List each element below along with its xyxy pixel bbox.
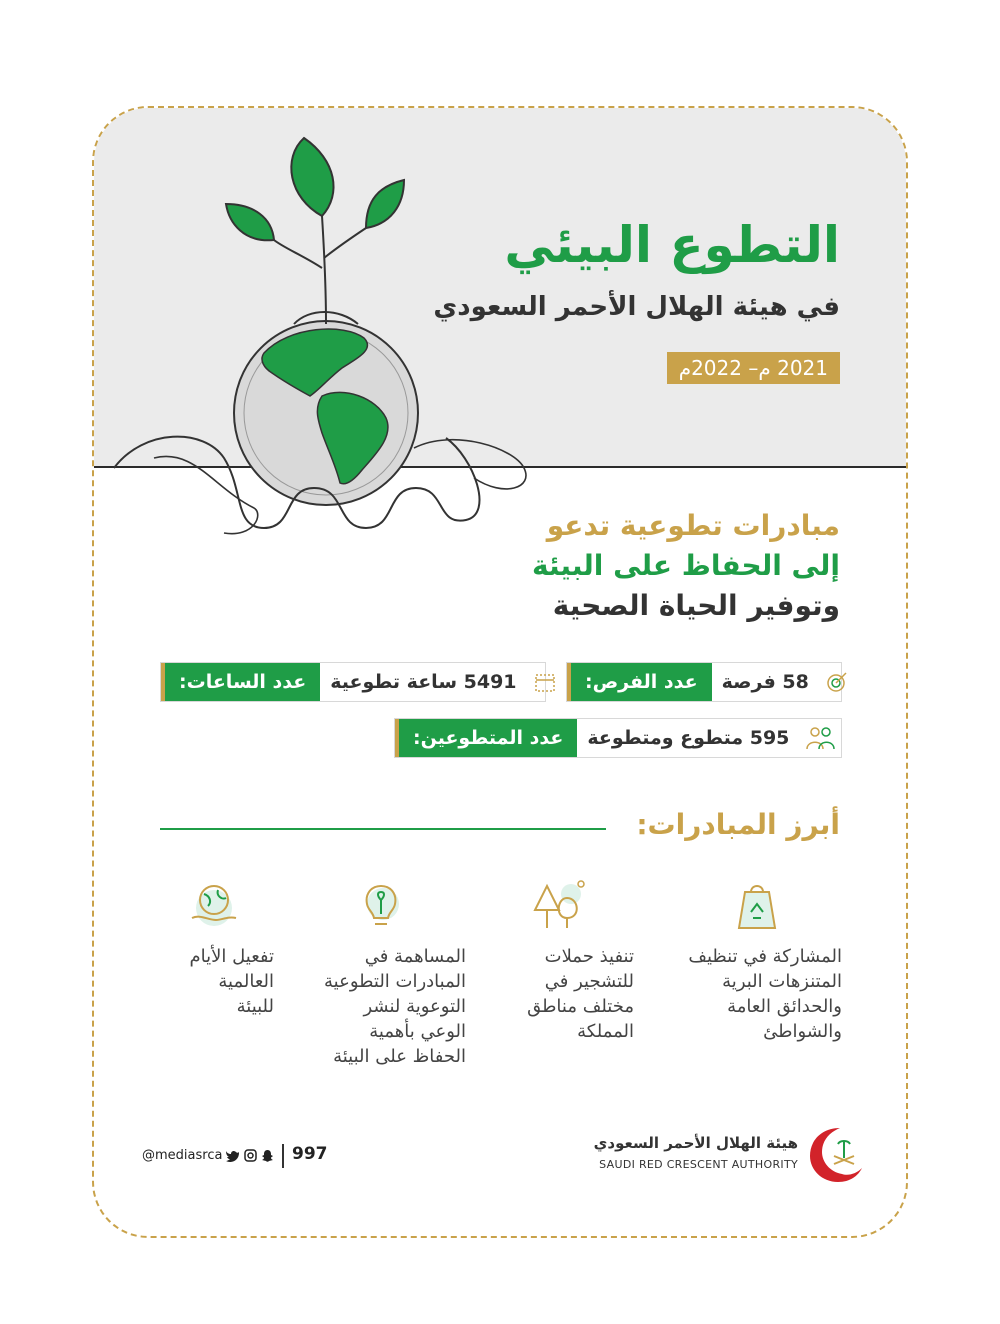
- stat-volunteers-value: 595 متطوع ومتطوعة: [587, 727, 790, 749]
- initiative-text: تنفيذ حملات للتشجير في مختلف مناطق المملكة: [527, 946, 634, 1042]
- org-name-arabic: هيئة الهلال الأحمر السعودي: [593, 1134, 798, 1152]
- hotline-number: 997: [292, 1144, 328, 1164]
- stat-volunteers-label: عدد المتطوعين:: [395, 719, 577, 757]
- instagram-icon[interactable]: [244, 1149, 257, 1162]
- recycle-bag-icon: [729, 878, 785, 934]
- stat-hours-value: 5491 ساعة تطوعية: [330, 671, 517, 693]
- page-title: التطوع البيئي: [504, 216, 840, 274]
- target-icon: [819, 663, 855, 701]
- plant-globe-hands-illustration: [114, 128, 554, 548]
- initiative-text: تفعيل الأيام العالمية للبيئة: [189, 946, 274, 1017]
- initiative-item: [484, 878, 634, 1044]
- initiative-item: [154, 878, 274, 1019]
- people-icon: [799, 719, 841, 757]
- initiative-text: المساهمة في المبادرات التطوعية التوعوية لنشر الوعي بأهمية الحفاظ على البيئة: [324, 946, 466, 1067]
- infographic-frame: [92, 106, 908, 1238]
- tagline-line-3: وتوفير الحياة الصحية: [552, 589, 840, 622]
- footer: [94, 1118, 906, 1188]
- calendar-icon: [527, 663, 563, 701]
- initiative-item: [296, 878, 466, 1069]
- initiative-item: [672, 878, 842, 1044]
- social-links: [142, 1148, 274, 1163]
- social-handle[interactable]: @mediasrca: [142, 1148, 223, 1163]
- snapchat-icon[interactable]: [261, 1149, 274, 1162]
- section-divider: [160, 828, 606, 830]
- twitter-icon[interactable]: [226, 1150, 240, 1162]
- stat-opportunities-label: عدد الفرص:: [567, 663, 712, 701]
- tagline-line-1: مبادرات تطوعية تدعو: [546, 509, 840, 542]
- footer-divider: [282, 1144, 284, 1168]
- stat-opportunities: [566, 662, 842, 702]
- page-subtitle: في هيئة الهلال الأحمر السعودي: [433, 292, 840, 322]
- crescent-logo-icon: [806, 1124, 866, 1184]
- initiative-text: المشاركة في تنظيف المتنزهات البرية والحدائق العامة والشواطئ: [688, 946, 842, 1042]
- globe-hand-icon: [186, 878, 242, 934]
- year-badge: 2021 م– 2022م: [667, 352, 840, 384]
- tagline-line-2: إلى الحفاظ على البيئة: [532, 549, 840, 582]
- stat-hours-label: عدد الساعات:: [161, 663, 320, 701]
- tagline: [532, 506, 840, 626]
- org-name-english: SAUDI RED CRESCENT AUTHORITY: [599, 1158, 798, 1171]
- initiatives-title: أبرز المبادرات:: [636, 808, 840, 841]
- stat-volunteers: [394, 718, 842, 758]
- stat-hours: [160, 662, 546, 702]
- stat-opportunities-value: 58 فرصة: [721, 671, 809, 693]
- trees-icon: [529, 878, 589, 934]
- lightbulb-icon: [353, 878, 409, 934]
